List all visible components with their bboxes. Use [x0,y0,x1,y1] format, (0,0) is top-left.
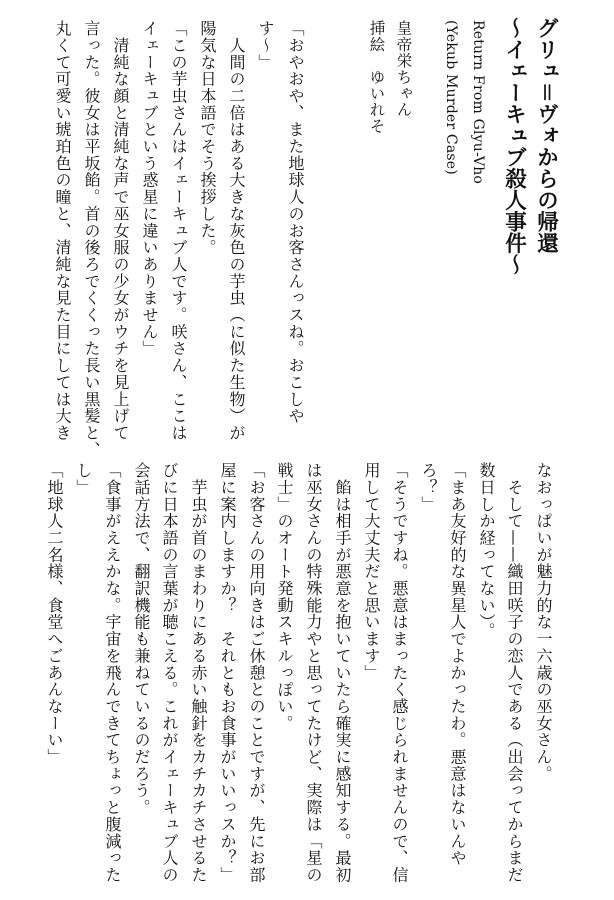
text-column: なおっぱいが魅力的な一六歳の巫女さん。 [534,462,553,783]
text-column: 餡は相手が悪意を抱いていたら確実に感知する。最初 [333,462,352,884]
text-column: 人間の二倍はある大きな灰色の芋虫（に似た生物）が [227,20,246,442]
text-column: そして——織田咲子の恋人である（出会ってからまだ [505,462,524,884]
text-column: 会話方法で、翻訳機能も兼ねているのだろう。 [132,462,151,816]
text-column: 「まあ友好的な異星人でよかったわ。悪意はないんや [448,462,467,867]
text-column: 「おやおや、また地球人のお客さんっスね。おこしや [286,20,305,425]
text-column: 屋に案内しますか？ それともお食事がいいっスか？」 [218,462,237,884]
text-column: イェーキュブという惑星に違いありません」 [140,20,159,357]
text-column: 「この芋虫さんはイェーキュブ人です。咲さん、ここは [169,20,188,442]
illustrator-credit: 挿絵 ゆいれそ [367,20,386,135]
subtitle-english: Return From Glyu-Vho [470,20,486,185]
text-column: し」 [74,462,93,496]
text-column: 用して大丈夫だと思います」 [362,462,381,682]
text-column: 「地球人二名様、食堂へごあんなーい」 [45,462,64,766]
text-column: 陽気な日本語でそう挨拶した。 [198,20,217,256]
subtitle-english-case: (Yekub Murder Case) [443,20,459,175]
text-column: ろ？」 [419,462,438,513]
text-column: 清純な顔と清純な声で巫女服の少女がウチを見上げて [111,20,130,442]
text-column: は巫女さんの特殊能力やと思ってたけど、実際は「星の [304,462,323,884]
text-column: びに日本語の言葉が聴こえる。これがイェーキュブ人の [160,462,179,884]
title-line-2: ～イェーキュブ殺人事件～ [501,17,527,275]
author-name: 皇帝栄ちゃん [394,20,413,118]
text-column: 「食事がええかな。宇宙を飛んできてちょっと腹減った [103,462,122,884]
text-column: 丸くて可愛い琥珀色の瞳と、清純な見た目にしては大き [53,20,72,442]
text-column: 「お客さんの用向きはご休憩とのことですが、先にお部 [247,462,266,884]
text-column: 「そうですね。悪意はまったく感じられませんので、信 [390,462,409,884]
title-line-1: グリュ＝ヴォからの帰還 [533,17,559,254]
text-column: 言った。彼女は平坂餡。首の後ろでくくった長い黒髪と、 [82,20,101,459]
text-column: 戦士」のオート発動スキルっぽい。 [275,462,294,732]
text-column: 数日しか経ってない）。 [477,462,496,640]
text-column: す～」 [256,20,275,71]
text-column: 芋虫が首のまわりにある赤い触針をカチカチさせるた [189,462,208,884]
